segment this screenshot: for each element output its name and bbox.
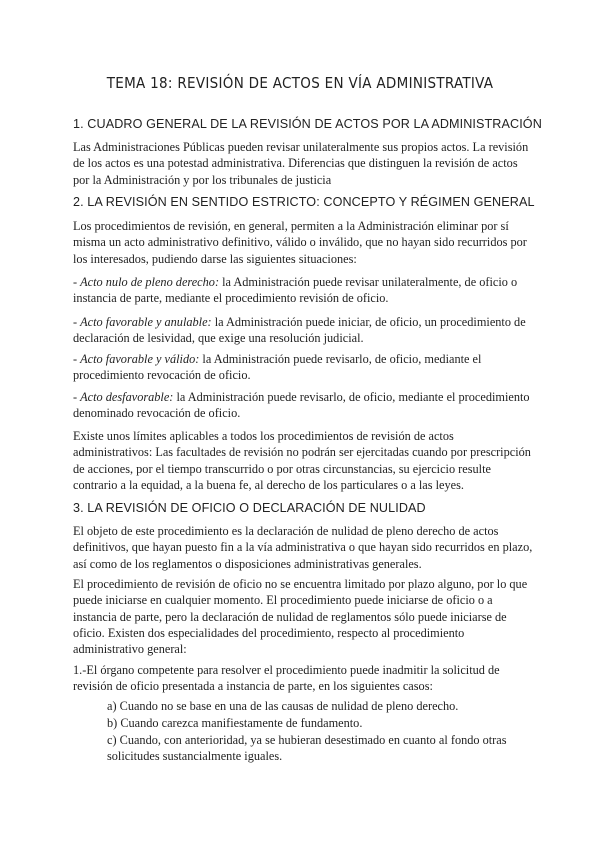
case-item-b: b) Cuando carezca manifiestamente de fundamento. [107,716,363,730]
section-2-heading: 2. LA REVISIÓN EN SENTIDO ESTRICTO: CONCEPTO Y RÉGIMEN GENERAL [73,195,535,209]
situation-term: Acto nulo de pleno derecho: [80,275,220,289]
section-1-paragraph: Las Administraciones Públicas pueden revisar unilateralmente sus propios actos. La revisión de los actos es una potestad administrativa. Diferencias que distinguen la revisión de actos por la Administración y por los tribunales de justicia [73,140,529,187]
section-3-procedure: El procedimiento de revisión de oficio no se encuentra limitado por plazo alguno, por lo que puede iniciarse en cualquier momento. El procedimiento puede iniciarse de oficio o a instancia de parte, pero la declaración de nulidad de reglamentos sólo puede iniciarse de oficio. Existen dos especialidades del procedimiento, respecto al procedimiento administrativo general: [73,577,528,657]
section-1-heading: 1. CUADRO GENERAL DE LA REVISIÓN DE ACTOS POR LA ADMINISTRACIÓN [73,117,542,131]
situation-text: la Administración puede revisar unilateralmente, de oficio o instancia de parte, mediante el procedimiento revisión de oficio. [73,275,518,306]
situation-term: Acto favorable y anulable: [80,315,212,329]
situation-item-3: - Acto favorable y válido: la Administración puede revisarlo, de oficio, mediante el procedimiento revocación de oficio. [73,352,482,383]
situation-text: la Administración puede revisarlo, de oficio, mediante el procedimiento denominado revocación de oficio. [73,390,530,421]
section-2-intro: Los procedimientos de revisión, en general, permiten a la Administración eliminar por sí misma un acto administrativo definitivo, válido o inválido, que no hayan sido recurridos por los interesados, pudiendo darse las siguientes situaciones: [73,219,527,266]
situation-item-4: - Acto desfavorable: la Administración puede revisarlo, de oficio, mediante el procedimiento denominado revocación de oficio. [73,390,530,421]
case-item-c: c) Cuando, con anterioridad, ya se hubieran desestimado en cuanto al fondo otras solicitudes sustancialmente iguales. [107,733,507,764]
situation-text: la Administración puede revisarlo, de oficio, mediante el procedimiento revocación de oficio. [73,352,482,383]
situation-item-1: - Acto nulo de pleno derecho: la Administración puede revisar unilateralmente, de oficio o instancia de parte, mediante el procedimiento revisión de oficio. [73,275,518,306]
situation-item-2: - Acto favorable y anulable: la Administración puede iniciar, de oficio, un procedimiento de declaración de lesividad, que exige una resolución judicial. [73,315,526,346]
section-3-inadmission: 1.-El órgano competente para resolver el procedimiento puede inadmitir la solicitud de revisión de oficio presentada a instancia de parte, en los siguientes casos: [73,663,500,694]
page-title: TEMA 18: REVISIÓN DE ACTOS EN VÍA ADMINISTRATIVA [106,74,494,92]
section-2-limits: Existe unos límites aplicables a todos los procedimientos de revisión de actos administrativos: Las facultades de revisión no podrán ser ejercitadas cuando por prescripción de acciones, por el tiempo transcurrido o por otras circunstancias, su ejercicio resulte contrario a la equidad, a la buena fe, al derecho de los particulares o a las leyes. [73,429,531,492]
section-3-heading: 3. LA REVISIÓN DE OFICIO O DECLARACIÓN DE NULIDAD [73,501,426,515]
situation-term: Acto desfavorable: [80,390,174,404]
situation-text: la Administración puede iniciar, de oficio, un procedimiento de declaración de lesividad, que exige una resolución judicial. [73,315,526,346]
situation-term: Acto favorable y válido: [80,352,200,366]
section-3-object: El objeto de este procedimiento es la declaración de nulidad de pleno derecho de actos definitivos, que hayan puesto fin a la vía administrativa o que hayan sido recurridos en plazo, así como de los reglamentos o disposiciones administrativas generales. [73,524,533,571]
case-item-a: a) Cuando no se base en una de las causas de nulidad de pleno derecho. [107,699,459,713]
